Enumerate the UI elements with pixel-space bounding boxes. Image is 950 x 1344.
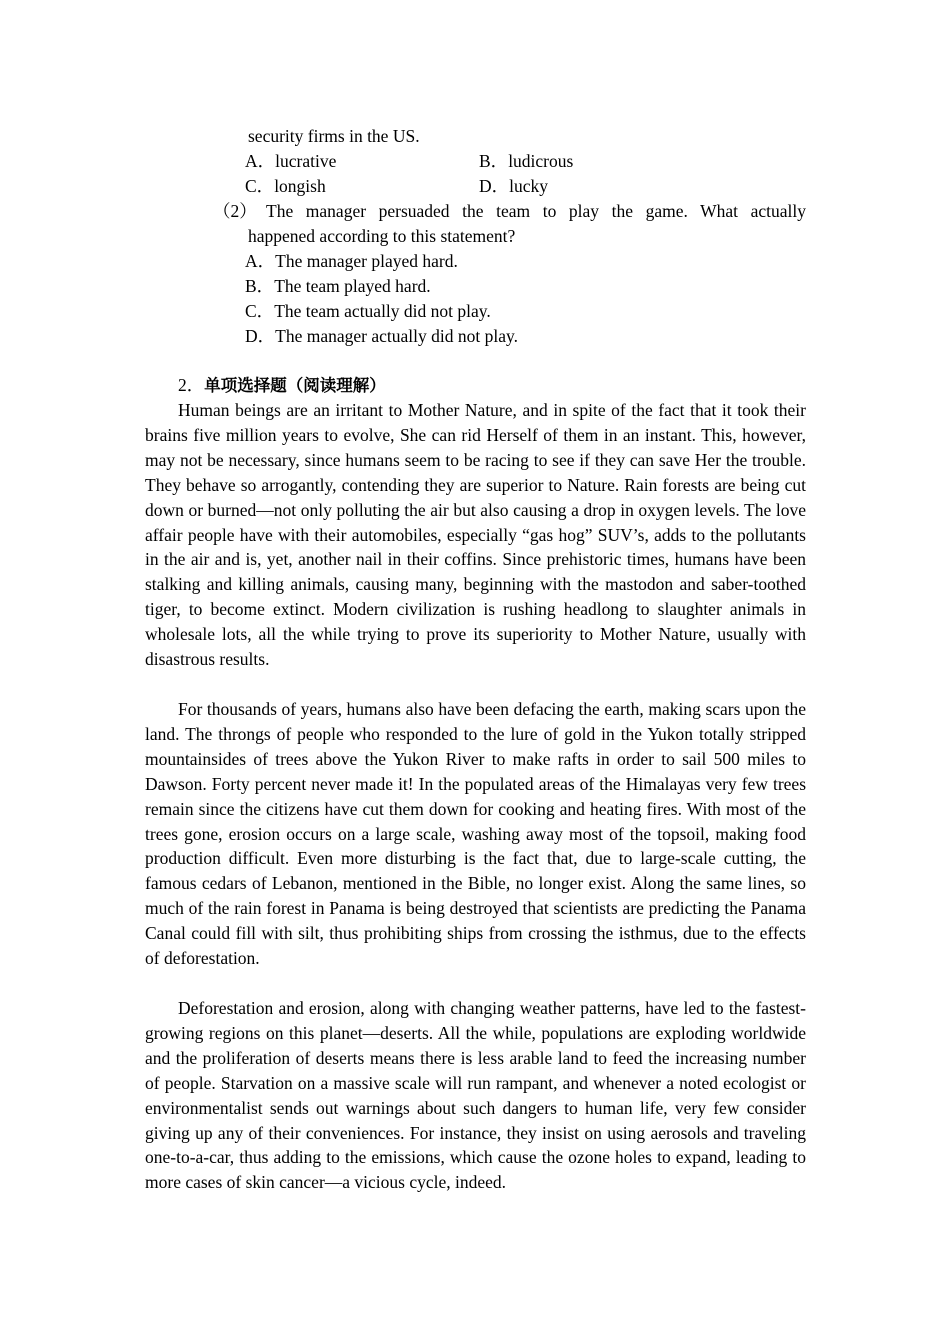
section-number: 2． (178, 375, 205, 395)
section-title: 单项选择题（阅读理解） (204, 376, 386, 395)
q1-option-c (245, 174, 326, 199)
question-stem-continuation: security firms in the US. (248, 126, 420, 146)
option-text: The manager actually did not play. (275, 326, 518, 346)
question-stem-line: happened according to this statement? (248, 226, 516, 246)
option-letter: C． (245, 301, 275, 321)
q1-option-a (245, 149, 336, 174)
question-number: （2） (213, 201, 257, 221)
option-text: longish (274, 176, 326, 196)
q2-option-a (245, 249, 458, 274)
option-letter: A． (245, 151, 276, 171)
q2-option-c (245, 299, 491, 324)
option-text: The manager played hard. (275, 251, 458, 271)
option-text: ludicrous (508, 151, 574, 171)
question-stem-line: The manager persuaded the team to play the game. What actually (266, 201, 806, 221)
option-letter: B． (245, 276, 275, 296)
q1-option-b (479, 149, 573, 174)
q2-option-b (245, 274, 431, 299)
passage-paragraph: For thousands of years, humans also have been defacing the earth, making scars upon the land. The throngs of people who responded to the lure of gold in the Yukon totally stripped mountainsides of trees above the Yukon River to make rafts in order to sail 500 miles to Dawson. Forty percent never made it! In the populated areas of the Himalayas very few trees remain since the citizens have cut them down for cooking and heating fires. With most of the trees gone, erosion occurs on a large scale, washing away most of the topsoil, making food production difficult. Even more disturbing is the fact that, due to large-scale cutting, the famous cedars of Lebanon, mentioned in the Bible, no longer exist. Along the same lines, so much of the rain forest in Panama is being destroyed that scientists are predicting the Panama Canal could fill with silt, thus prohibiting ships from crossing the isthmus, due to the effects of deforestation. (145, 699, 806, 969)
option-letter: C． (245, 176, 275, 196)
option-letter: D． (245, 326, 276, 346)
q2-option-d (245, 324, 518, 349)
option-text: lucrative (275, 151, 337, 171)
option-letter: B． (479, 151, 509, 171)
option-text: The team actually did not play. (274, 301, 491, 321)
option-letter: D． (479, 176, 510, 196)
option-text: lucky (509, 176, 549, 196)
passage-paragraph: Human beings are an irritant to Mother Nature, and in spite of the fact that it took their brains five million years to evolve, She can rid Herself of them in an instant. This, however, may not be necessary, since humans seem to be racing to see if they can save Her the trouble. They behave so arrogantly, contending they are superior to Nature. Rain forests are being cut down or burned—not only polluting the air but also causing a drop in oxygen levels. The love affair people have with their automobiles, especially “gas hog” SUV’s, adds to the pollutants in the air and is, yet, another nail in their coffins. Since prehistoric times, humans have been stalking and killing animals, causing many, beginning with the mastodon and saber-toothed tiger, to become extinct. Modern civilization is rushing headlong to slaughter animals in wholesale lots, all the while trying to prove its superiority to Mother Nature, usually with disastrous results. (145, 400, 806, 670)
option-letter: A． (245, 251, 276, 271)
section-heading (178, 373, 386, 398)
option-text: The team played hard. (274, 276, 431, 296)
q1-option-d (479, 174, 548, 199)
passage-paragraph: Deforestation and erosion, along with changing weather patterns, have led to the fastest-growing regions on this planet—deserts. All the while, populations are exploding worldwide and the proliferation of deserts means there is less arable land to feed the increasing number of people. Starvation on a massive scale will run rampant, and whenever a noted ecologist or environmentalist sends out warnings about such dangers to human life, very few consider giving up any of their conveniences. For instance, they insist on using aerosols and traveling one-to-a-car, thus adding to the emissions, which cause the ozone holes to expand, leading to more cases of skin cancer—a vicious cycle, indeed. (145, 998, 806, 1193)
